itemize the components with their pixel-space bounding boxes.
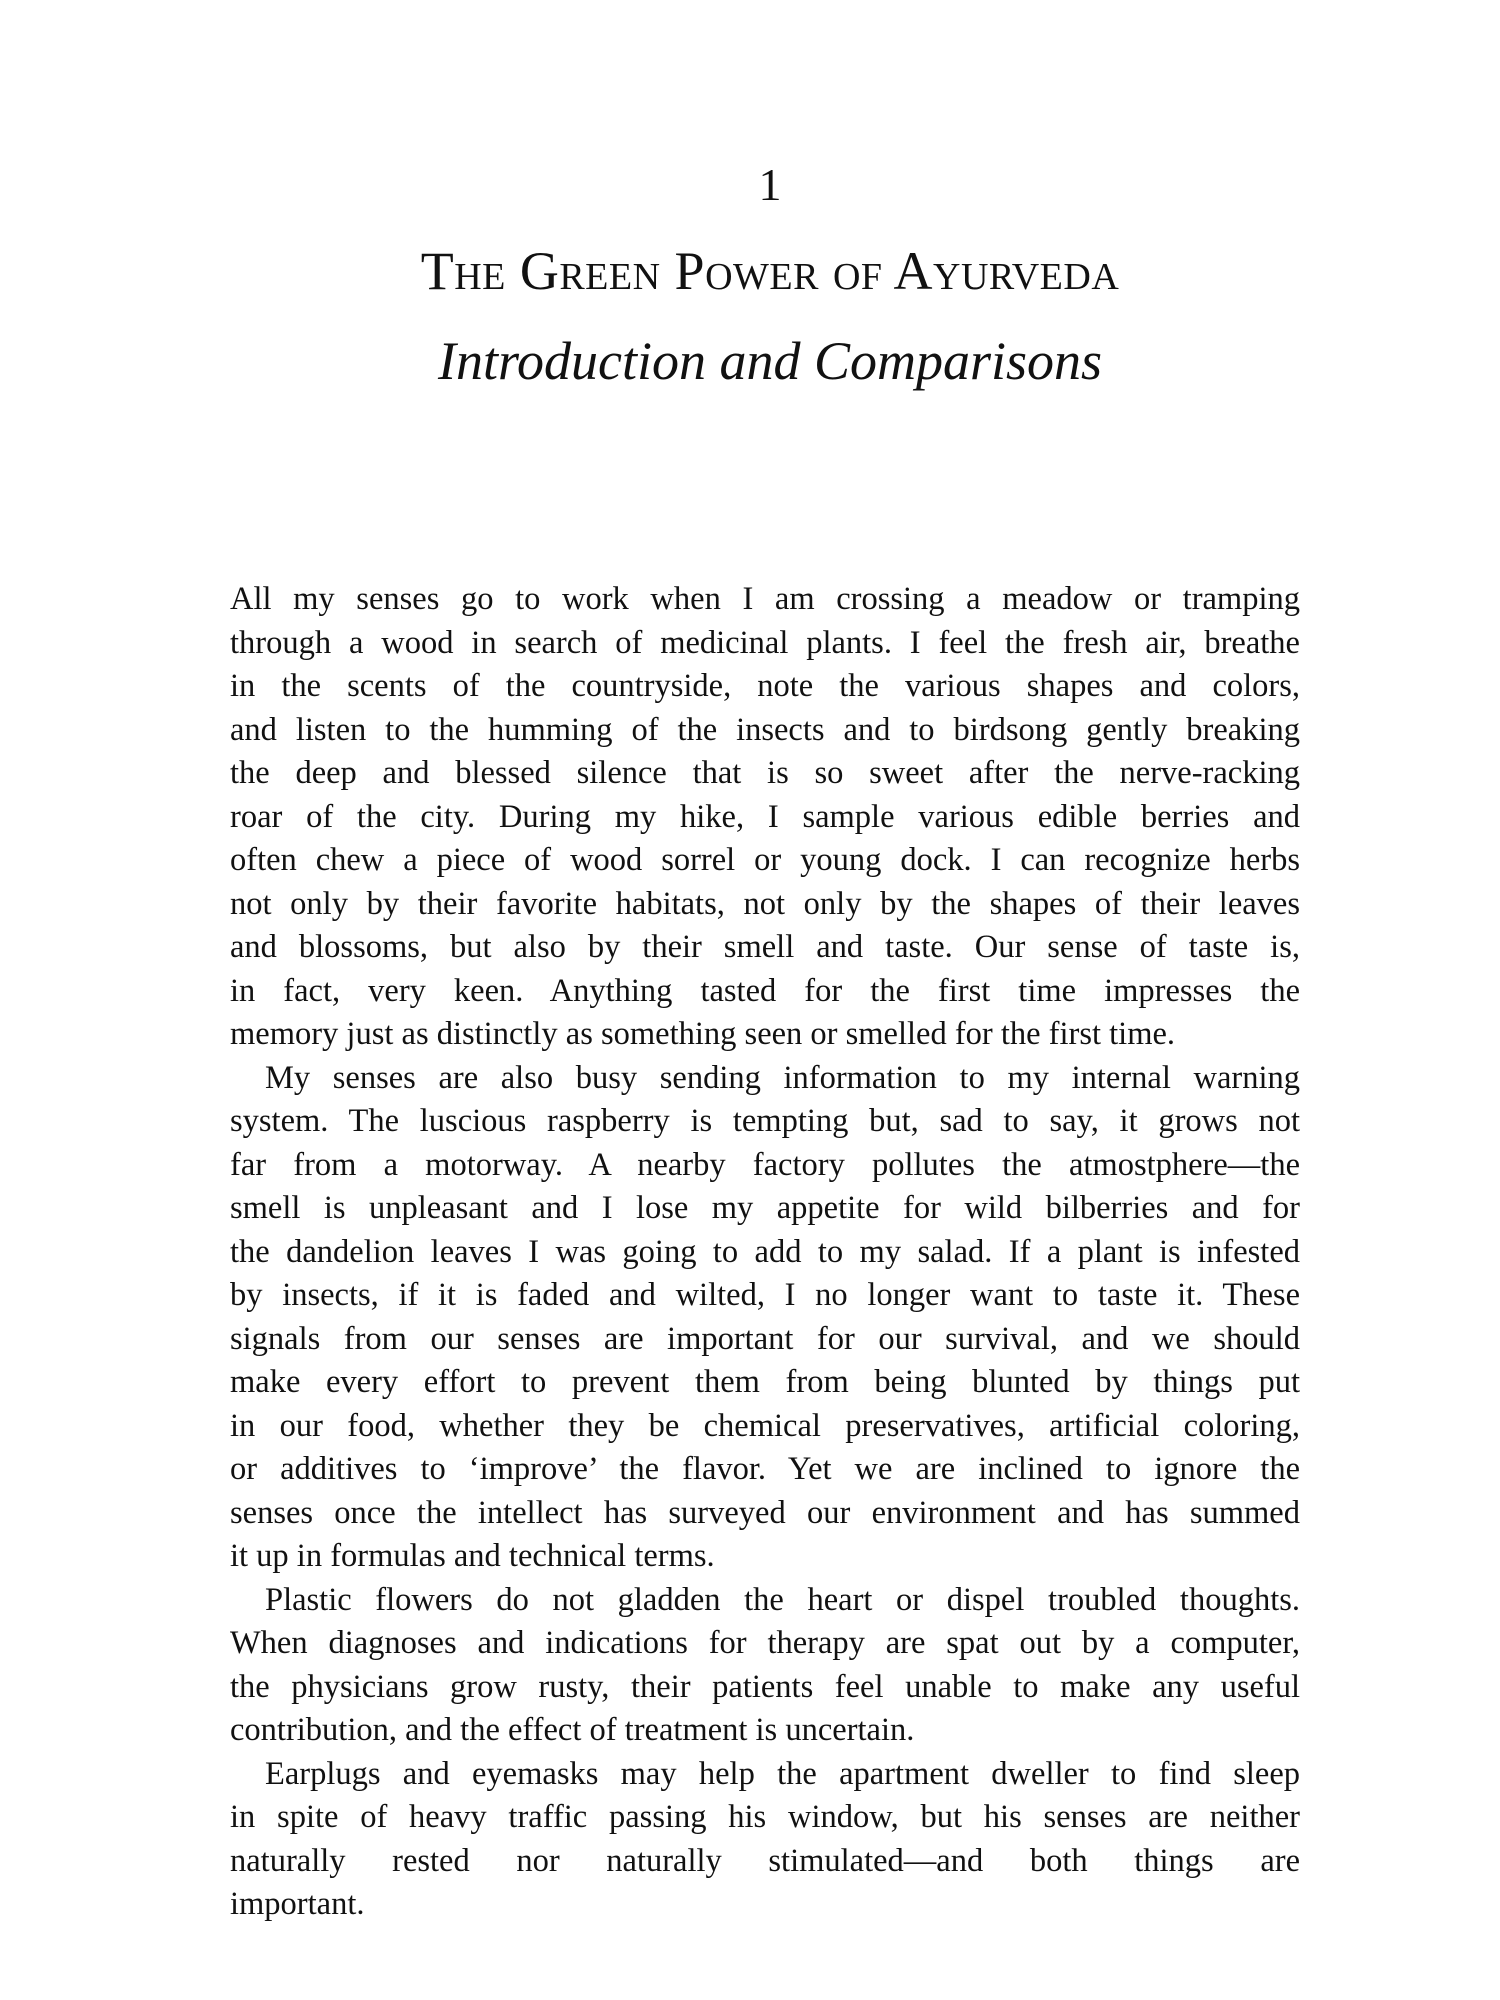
paragraph-line: often chew a piece of wood sorrel or young dock. I can recognize herbs (230, 842, 1300, 878)
paragraph-line: it up in formulas and technical terms. (230, 1538, 715, 1574)
paragraph-line: memory just as distinctly as something seen or smelled for the first time. (230, 1016, 1176, 1052)
paragraph-line: the physicians grow rusty, their patients feel unable to make any useful (230, 1668, 1300, 1705)
paragraph-line: the dandelion leaves I was going to add to my salad. If a plant is infested (230, 1233, 1300, 1270)
paragraph-line: naturally rested nor naturally stimulated—and both things are (230, 1842, 1300, 1879)
paragraph-line: Earplugs and eyemasks may help the apartment dweller to find sleep (265, 1755, 1300, 1792)
paragraph-line: smell is unpleasant and I lose my appetite for wild bilberries and for (230, 1190, 1300, 1226)
paragraph-line: All my senses go to work when I am crossing a meadow or tramping (230, 581, 1300, 617)
paragraph-line: not only by their favorite habitats, not only by the shapes of their leaves (230, 885, 1300, 922)
paragraph-line: Plastic flowers do not gladden the heart or dispel troubled thoughts. (265, 1581, 1300, 1618)
paragraph-line: system. The luscious raspberry is tempting but, sad to say, it grows not (230, 1103, 1300, 1139)
paragraph-line: signals from our senses are important for our survival, and we should (230, 1320, 1300, 1357)
paragraph-line: and listen to the humming of the insects and to birdsong gently breaking (230, 711, 1300, 748)
paragraph-line: roar of the city. During my hike, I sample various edible berries and (230, 798, 1300, 835)
paragraph-line: in fact, very keen. Anything tasted for the first time impresses the (230, 972, 1300, 1009)
paragraph-line: make every effort to prevent them from being blunted by things put (230, 1364, 1300, 1400)
paragraph-line: or additives to ‘improve’ the flavor. Yet we are inclined to ignore the (230, 1451, 1300, 1487)
paragraph-line: When diagnoses and indications for therapy are spat out by a computer, (230, 1625, 1300, 1661)
paragraph-line: contribution, and the effect of treatment is uncertain. (230, 1712, 915, 1748)
paragraph-line: in the scents of the countryside, note the various shapes and colors, (230, 668, 1300, 704)
chapter-subtitle: Introduction and Comparisons (437, 331, 1103, 391)
paragraph-line: far from a motorway. A nearby factory pollutes the atmostphere—the (230, 1146, 1300, 1183)
paragraph-line: by insects, if it is faded and wilted, I no longer want to taste it. These (230, 1277, 1300, 1313)
paragraph-line: the deep and blessed silence that is so sweet after the nerve-racking (230, 755, 1300, 791)
paragraph-line: senses once the intellect has surveyed our environment and has summed (230, 1494, 1300, 1531)
chapter-number: 1 (758, 159, 782, 210)
paragraph-line: My senses are also busy sending information to my internal warning (265, 1059, 1300, 1096)
paragraph-line: and blossoms, but also by their smell and taste. Our sense of taste is, (230, 929, 1300, 965)
paragraph-line: through a wood in search of medicinal plants. I feel the fresh air, breathe (230, 624, 1300, 661)
paragraph-line: in spite of heavy traffic passing his window, but his senses are neither (230, 1799, 1300, 1835)
paragraph-line: in our food, whether they be chemical preservatives, artificial coloring, (230, 1407, 1300, 1444)
chapter-title: The Green Power of Ayurveda (420, 241, 1120, 301)
paragraph-line: important. (230, 1886, 365, 1922)
body-text (230, 578, 1300, 1927)
